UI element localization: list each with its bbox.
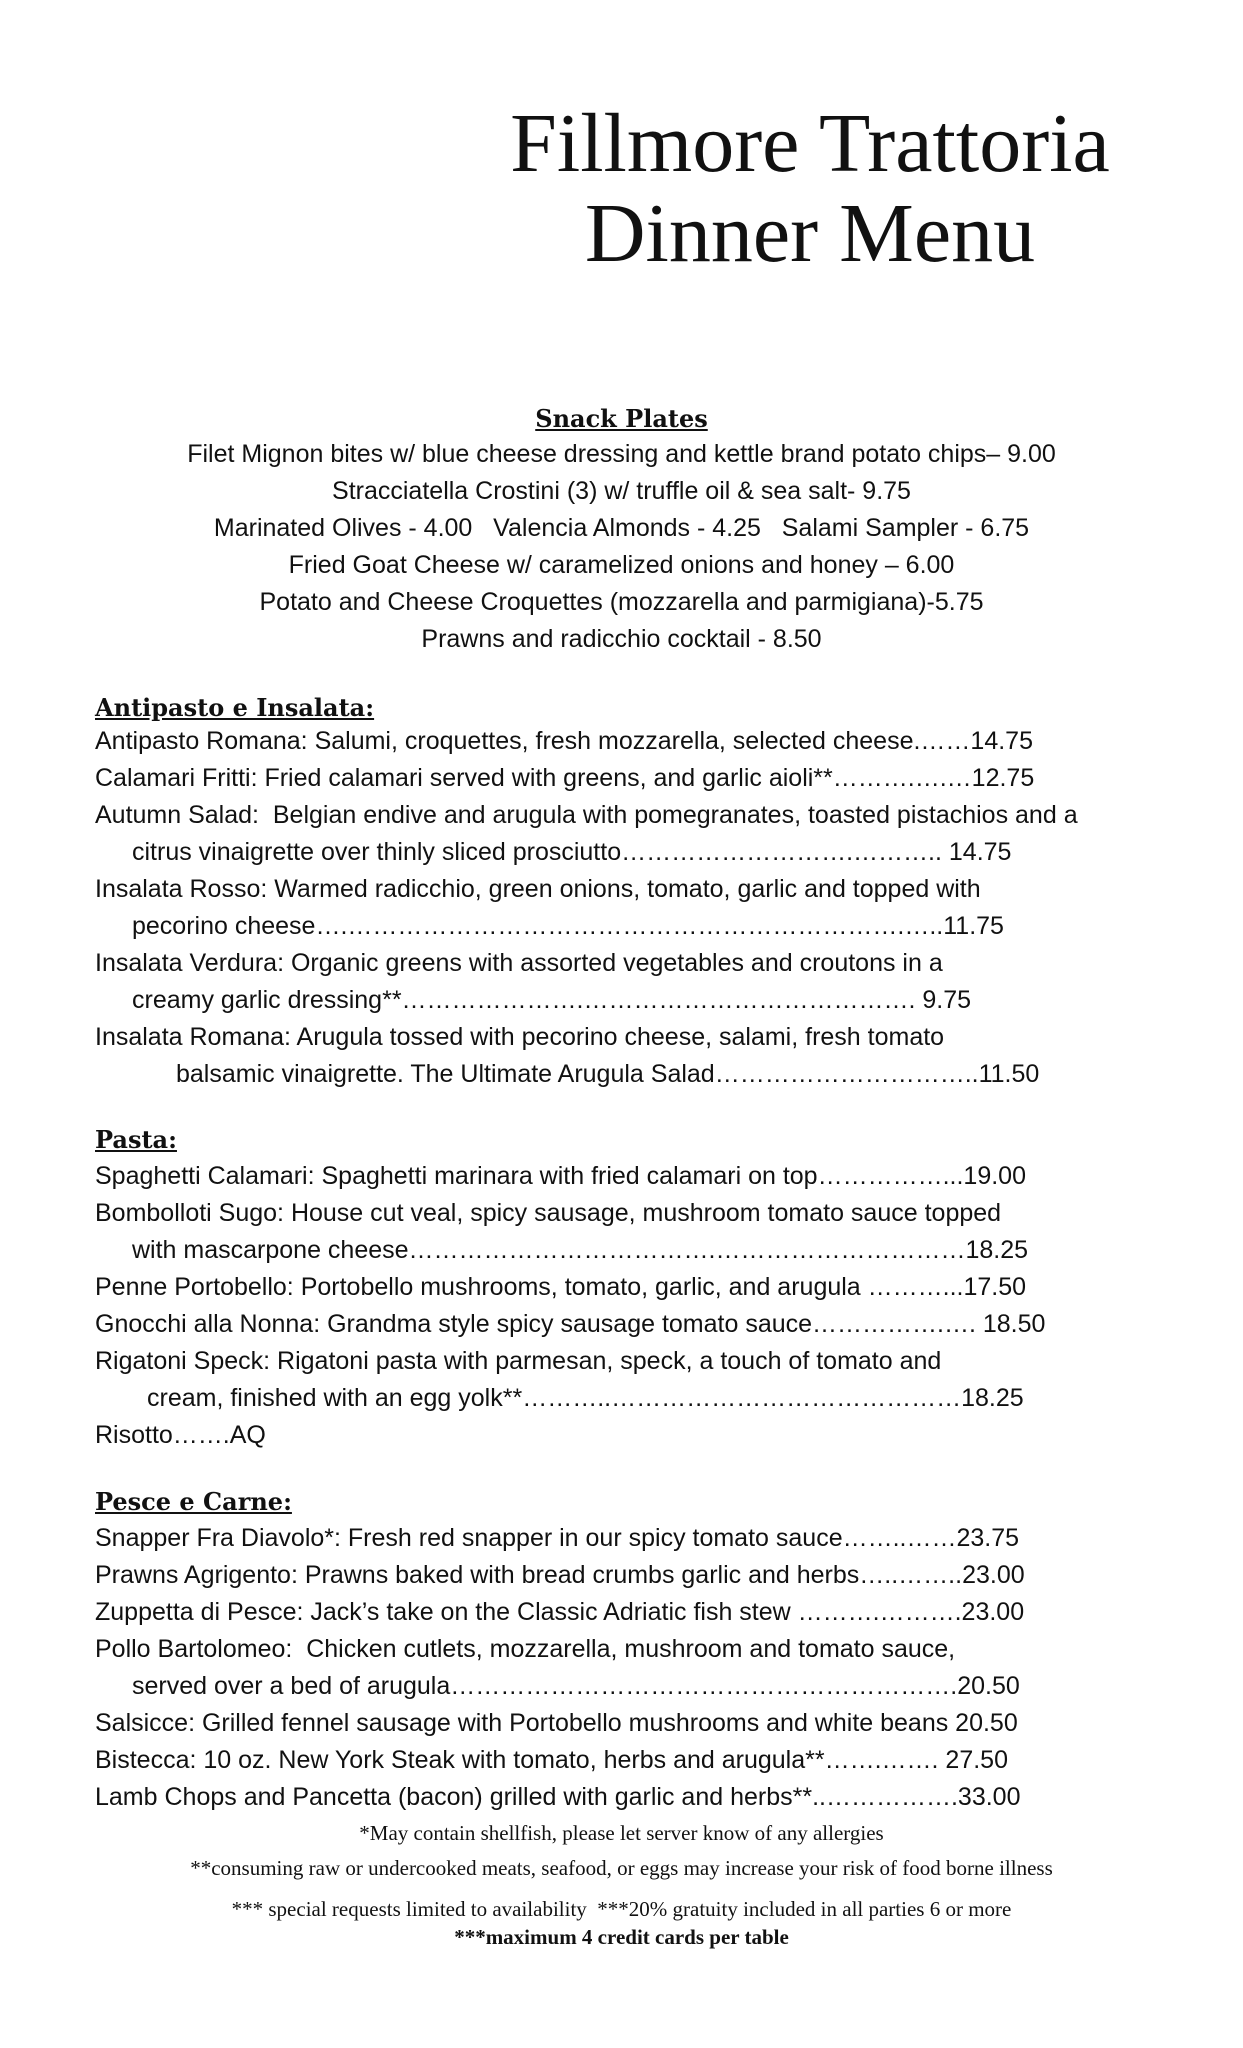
menu-item: Insalata Rosso: Warmed radicchio, green onions, tomato, garlic and topped with (95, 875, 981, 903)
menu-item-continued: served over a bed of arugula…………………………………………………….20.50 (132, 1672, 1020, 1700)
menu-item: Insalata Romana: Arugula tossed with pecorino cheese, salami, fresh tomato (95, 1023, 945, 1051)
menu-item: Spaghetti Calamari: Spaghetti marinara with fried calamari on top……………...19.00 (95, 1162, 1026, 1190)
antipasto-heading: Antipasto e Insalata: (95, 693, 375, 722)
menu-item: Filet Mignon bites w/ blue cheese dressing and kettle brand potato chips– 9.00 (187, 440, 1056, 468)
menu-item: Prawns Agrigento: Prawns baked with bread crumbs garlic and herbs…..……..23.00 (95, 1561, 1025, 1589)
menu-item-continued: cream, finished with an egg yolk**………..……………………………………18.25 (147, 1384, 1024, 1412)
menu-item: Snapper Fra Diavolo*: Fresh red snapper in our spicy tomato sauce……..……23.75 (95, 1524, 1020, 1552)
menu-item: Penne Portobello: Portobello mushrooms, tomato, garlic, and arugula ………...17.50 (95, 1273, 1027, 1301)
shellfish-note: *May contain shellfish, please let server know of any allergies (359, 1821, 884, 1845)
menu-item: Prawns and radicchio cocktail - 8.50 (421, 625, 822, 653)
menu-title: Dinner Menu (584, 187, 1036, 280)
menu-item: Fried Goat Cheese w/ caramelized onions and honey – 6.00 (288, 551, 955, 579)
menu-item: Gnocchi alla Nonna: Grandma style spicy sausage tomato sauce…………….…. 18.50 (95, 1310, 1046, 1338)
menu-item-continued: citrus vinaigrette over thinly sliced prosciutto……………………….……….. 14.75 (132, 838, 1012, 866)
menu-item: Autumn Salad: Belgian endive and arugula with pomegranates, toasted pistachios and a (95, 801, 1078, 829)
menu-item: Lamb Chops and Pancetta (bacon) grilled with garlic and herbs**..…………….33.00 (95, 1783, 1021, 1811)
pasta-heading: Pasta: (95, 1125, 177, 1154)
menu-item: Risotto…….AQ (95, 1421, 266, 1449)
menu-item-continued: balsamic vinaigrette. The Ultimate Arugula Salad…………………………..11.50 (176, 1060, 1040, 1088)
menu-item: Calamari Fritti: Fried calamari served with greens, and garlic aioli**……….….…12.75 (95, 764, 1035, 792)
menu-item: Bistecca: 10 oz. New York Steak with tomato, herbs and arugula**…….……. 27.50 (95, 1746, 1008, 1774)
menu-item: Pollo Bartolomeo: Chicken cutlets, mozzarella, mushroom and tomato sauce, (95, 1635, 956, 1663)
menu-item: Salsicce: Grilled fennel sausage with Portobello mushrooms and white beans 20.50 (95, 1709, 1018, 1737)
menu-item: Marinated Olives - 4.00 Valencia Almonds - 4.25 Salami Sampler - 6.75 (213, 514, 1030, 542)
menu-item: Bombolloti Sugo: House cut veal, spicy sausage, mushroom tomato sauce topped (95, 1199, 1002, 1227)
pesce-heading: Pesce e Carne: (95, 1487, 292, 1516)
credit-card-note: ***maximum 4 credit cards per table (454, 1925, 789, 1949)
menu-item: Rigatoni Speck: Rigatoni pasta with parmesan, speck, a touch of tomato and (95, 1347, 942, 1375)
menu-item-continued: creamy garlic dressing**………………….…………………………………. 9.75 (132, 986, 972, 1014)
menu-item: Insalata Verdura: Organic greens with assorted vegetables and croutons in a (95, 949, 943, 977)
raw-food-note: **consuming raw or undercooked meats, seafood, or eggs may increase your risk of food borne illness (190, 1856, 1053, 1880)
menu-item: Stracciatella Crostini (3) w/ truffle oil & sea salt- 9.75 (332, 477, 911, 505)
menu-item-continued: pecorino cheese….………………………………………………………….…..11.75 (132, 912, 1004, 940)
snack-plates-heading: Snack Plates (535, 404, 708, 433)
menu-item-continued: with mascarpone cheese……………………………….…………………………18.25 (132, 1236, 1029, 1264)
menu-item: Antipasto Romana: Salumi, croquettes, fresh mozzarella, selected cheese.……14.75 (95, 727, 1033, 755)
menu-item: Potato and Cheese Croquettes (mozzarella and parmigiana)-5.75 (259, 588, 984, 616)
special-requests-note: *** special requests limited to availability ***20% gratuity included in all parties 6 or more (231, 1897, 1012, 1921)
menu-item: Zuppetta di Pesce: Jack’s take on the Classic Adriatic fish stew ……….……….23.00 (95, 1598, 1025, 1626)
restaurant-name: Fillmore Trattoria (510, 97, 1110, 190)
